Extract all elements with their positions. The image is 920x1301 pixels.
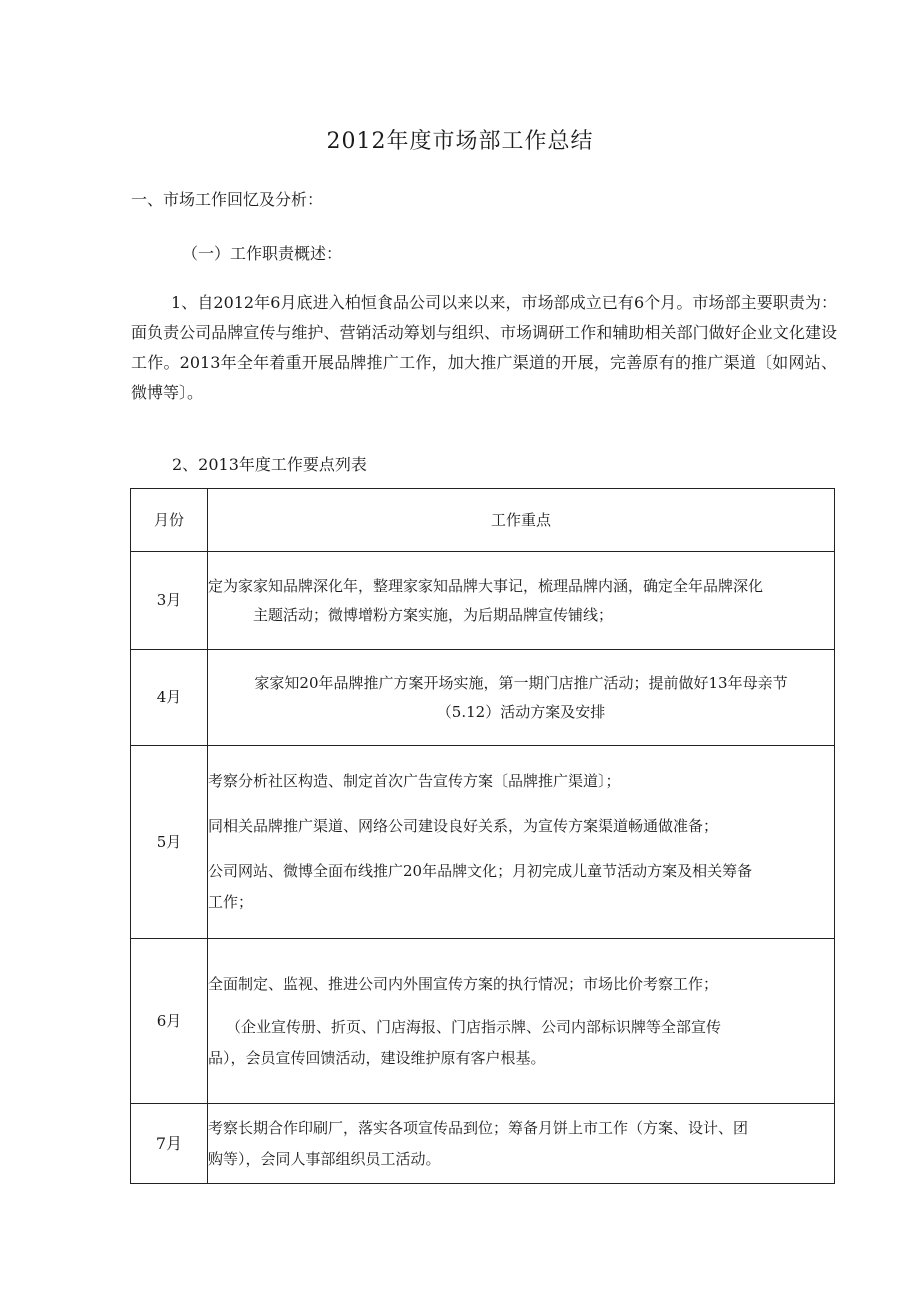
- table-header-row: [131, 489, 835, 552]
- header-month: 月份: [131, 489, 208, 552]
- header-focus: 工作重点: [208, 489, 835, 552]
- work-plan-table: [130, 488, 835, 1184]
- table-row: [131, 939, 835, 1104]
- month-cell: 7月: [131, 1104, 208, 1184]
- focus-line: （企业宣传册、折页、门店海报、门店指示牌、公司内部标识牌等全部宣传: [226, 1017, 722, 1036]
- month-cell: 3月: [131, 552, 208, 650]
- focus-line: 公司网站、微博全面布线推广20年品牌文化；月初完成儿童节活动方案及相关筹备: [208, 862, 753, 880]
- focus-line: 考察长期合作印刷厂，落实各项宣传品到位；筹备月饼上市工作（方案、设计、团: [208, 1118, 749, 1137]
- table-row: [131, 552, 835, 650]
- focus-line: 工作；: [208, 893, 254, 911]
- duty-paragraph: 1、自2012年6月底进入柏恒食品公司以来以来，市场部成立已有6个月。市场部主要职责为：面负责公司品牌宣传与维护、营销活动筹划与组织、市场调研工作和辅助相关部门做好企业文化建设工作。2013年全年着重开展品牌推广工作，加大推广渠道的开展，完善原有的推广渠道〔如网站、微博等〕。: [131, 293, 837, 402]
- month-cell: 6月: [131, 939, 208, 1104]
- focus-line: 主题活动；微博增粉方案实施，为后期品牌宣传铺线；: [253, 605, 614, 624]
- subsection-heading: （一）工作职责概述：: [182, 244, 343, 263]
- focus-line: 同相关品牌推广渠道、网络公司建设良好关系，为宣传方案渠道畅通做准备；: [208, 817, 719, 835]
- table-row: [131, 1104, 835, 1184]
- focus-cell: [208, 939, 835, 1104]
- section-heading: 一、市场工作回忆及分析：: [131, 190, 324, 209]
- focus-line: （5.12）活动方案及安排: [436, 702, 606, 721]
- focus-cell: [208, 746, 835, 939]
- month-cell: 4月: [131, 650, 208, 746]
- table-row: [131, 746, 835, 939]
- table-row: [131, 650, 835, 746]
- list-heading: 2、2013年度工作要点列表: [172, 455, 367, 474]
- focus-cell: [208, 650, 835, 746]
- focus-line: 定为家家知品牌深化年，整理家家知品牌大事记，梳理品牌内涵，确定全年品牌深化: [208, 576, 764, 595]
- focus-cell: [208, 1104, 835, 1184]
- focus-line: 购等），会同人事部组织员工活动。: [208, 1149, 441, 1168]
- focus-line: 全面制定、监视、推进公司内外围宣传方案的执行情况；市场比价考察工作；: [208, 974, 719, 993]
- focus-line: 家家知20年品牌推广方案开场实施，第一期门店推广活动；提前做好13年母亲节: [254, 673, 788, 692]
- page-title: 2012年度市场部工作总结: [326, 129, 594, 154]
- focus-cell: [208, 552, 835, 650]
- month-cell: 5月: [131, 746, 208, 939]
- focus-line: 品），会员宣传回馈活动，建设维护原有客户根基。: [208, 1048, 546, 1067]
- focus-line: 考察分析社区构造、制定首次广告宣传方案〔品牌推广渠道〕；: [208, 772, 621, 790]
